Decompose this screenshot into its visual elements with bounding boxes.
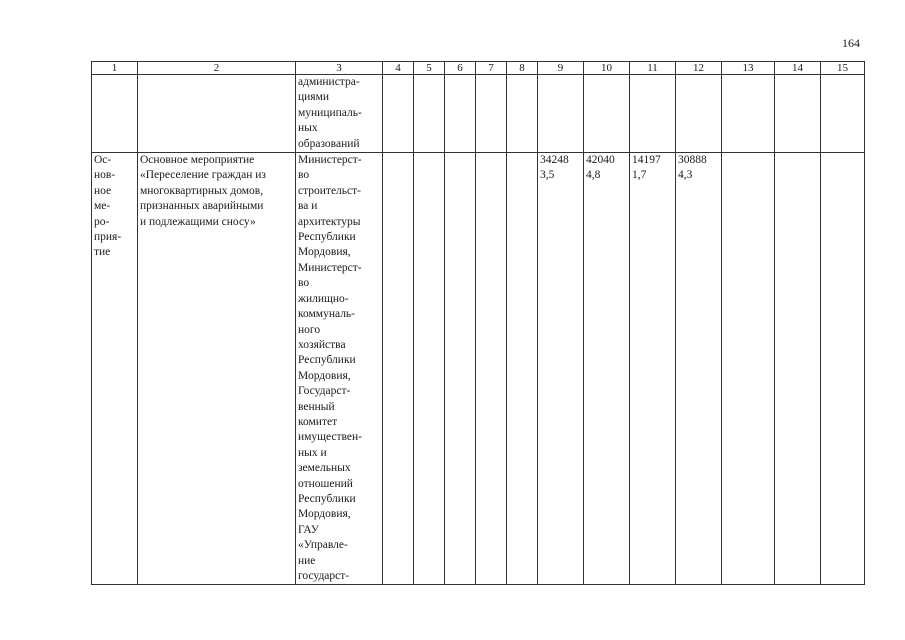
table-cell [821,75,865,153]
table-cell [676,75,722,153]
table-cell [538,75,584,153]
table-cell [476,75,507,153]
table-cell [445,153,476,585]
table-cell [138,75,296,153]
column-header: 8 [507,62,538,75]
table-cell [584,75,630,153]
column-header: 3 [296,62,383,75]
column-header: 4 [383,62,414,75]
table-cell [630,75,676,153]
table-cell: администра- циями муниципаль- ных образований [296,75,383,153]
table-cell [383,75,414,153]
table-cell: 14197 1,7 [630,153,676,585]
table-row [92,75,865,153]
table-cell [476,153,507,585]
table-cell: Ос- нов- ное ме- ро- прия- тие [92,153,138,585]
header-row [92,62,865,75]
table-cell [414,153,445,585]
column-header: 1 [92,62,138,75]
column-header: 2 [138,62,296,75]
data-table [91,61,865,585]
table-cell [92,75,138,153]
column-header: 10 [584,62,630,75]
table-cell [445,75,476,153]
table-cell [722,75,775,153]
column-header: 14 [775,62,821,75]
column-header: 13 [722,62,775,75]
page-number: 164 [842,36,860,50]
table-cell [507,75,538,153]
column-header: 9 [538,62,584,75]
table-cell: 42040 4,8 [584,153,630,585]
table-cell: 30888 4,3 [676,153,722,585]
column-header: 6 [445,62,476,75]
table-cell: Министерст- во строительст- ва и архитектуры Республики Мордовия, Министерст- во жилищно- коммуналь- ного хозяйства Республики Мордовия, Государст- венный комитет имуществен- ных и земельных отношений Республики Мордовия, ГАУ «Управле- ние государст- [296,153,383,585]
column-header: 15 [821,62,865,75]
table-cell [722,153,775,585]
table-cell [775,153,821,585]
column-header: 11 [630,62,676,75]
column-header: 7 [476,62,507,75]
table-cell [383,153,414,585]
table-cell: Основное мероприятие «Переселение граждан из многоквартирных домов, признанных аварийными и подлежащими сносу» [138,153,296,585]
table-row [92,153,865,585]
table-cell [507,153,538,585]
table-cell [414,75,445,153]
column-header: 12 [676,62,722,75]
table-cell: 34248 3,5 [538,153,584,585]
table-cell [821,153,865,585]
column-header: 5 [414,62,445,75]
table-cell [775,75,821,153]
